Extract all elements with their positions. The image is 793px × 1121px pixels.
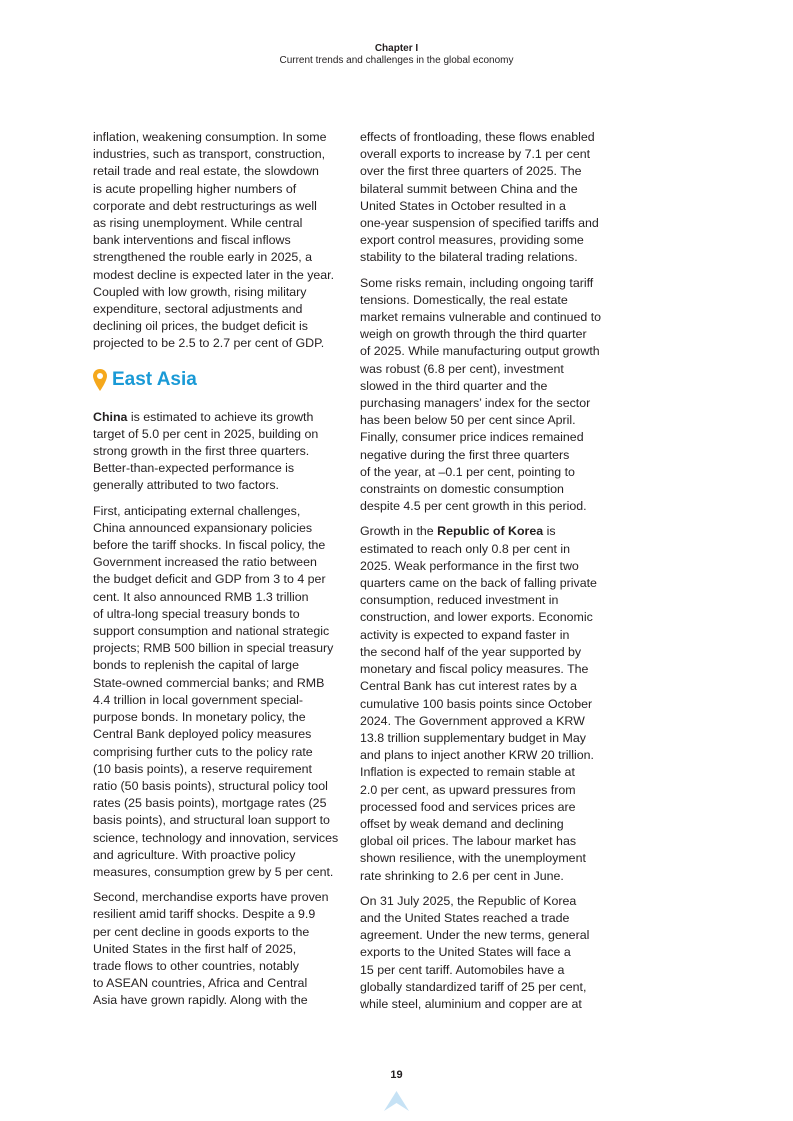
text-line: Some risks remain, including ongoing tariff [360,275,594,290]
right-column [360,129,615,1021]
text-line: shown resilience, with the unemployment [360,851,586,866]
text-line: tensions. Domestically, the real estate [360,292,568,307]
text-line: inflation, weakening consumption. In some [93,130,327,144]
paragraph [360,523,615,884]
paragraph [360,275,615,516]
text-line: strong growth in the first three quarters. [93,444,310,459]
paragraph [360,129,615,267]
back-to-top-arrow-icon[interactable] [384,1089,409,1111]
text-line: Coupled with low growth, rising military [93,284,307,299]
text-line: China announced expansionary policies [93,520,313,535]
text-line: export control measures, providing some [360,233,584,248]
text-line: 2.0 per cent, as upward pressures from [360,782,576,797]
section-heading [93,365,348,395]
text-line: before the tariff shocks. In fiscal policy, the [93,538,326,553]
text-line [93,409,348,426]
text-line: bonds to replenish the capital of large [93,658,299,673]
text-line: basis points), and structural loan support to [93,813,330,828]
text-line: global oil prices. The labour market has [360,834,577,849]
text-line: stability to the bilateral trading relations. [360,250,578,265]
text-line: United States in the first half of 2025, [93,941,297,956]
text-line: corporate and debt restructurings as well [93,198,317,213]
text-line: ratio (50 basis points), structural policy tool [93,778,328,793]
text-line: one-year suspension of specified tariffs and [360,216,599,231]
text-line: modest decline is expected later in the year. [93,267,335,282]
chapter-subtitle: Current trends and challenges in the global economy [279,55,514,66]
text-line: comprising further cuts to the policy rate [93,744,313,759]
paragraph [93,889,348,1009]
text-line: weigh on growth through the third quarter [360,327,587,342]
text-line: negative during the first three quarters [360,447,570,462]
text-line: Second, merchandise exports have proven [93,890,329,905]
text-line: On 31 July 2025, the Republic of Korea [360,893,577,908]
text-line: the budget deficit and GDP from 3 to 4 per [93,572,326,587]
text-line: 4.4 trillion in local government special- [93,692,304,707]
text-line: of 2025. While manufacturing output growth [360,344,600,359]
text-line: cent. It also announced RMB 1.3 trillion [93,589,309,604]
text-line: projects; RMB 500 billion in special treasury [93,641,334,656]
page-number: 19 [390,1069,403,1081]
bold-term: Republic of Korea [437,524,544,539]
text-line: Finally, consumer price indices remained [360,430,584,445]
text-line: strengthened the rouble early in 2025, a [93,250,313,265]
text-line: rate shrinking to 2.6 per cent in June. [360,868,564,883]
text-line: effects of frontloading, these flows enabled [360,130,595,144]
text-line: market remains vulnerable and continued to [360,310,602,325]
text-line [360,523,615,540]
bold-term: China [93,409,128,424]
text-line: resilient amid tariff shocks. Despite a 9.9 [93,907,316,922]
text-line: constraints on domestic consumption [360,482,564,497]
text-line: trade flows to other countries, notably [93,958,299,973]
text-line: as rising unemployment. While central [93,216,303,231]
text-line: 13.8 trillion supplementary budget in May [360,730,586,745]
text-line: consumption, reduced investment in [360,593,559,608]
text-line: despite 4.5 per cent growth in this period. [360,499,587,514]
text-line: and plans to inject another KRW 20 trillion. [360,748,594,763]
text-line: activity is expected to expand faster in [360,627,570,642]
text-line: industries, such as transport, construction, [93,147,326,162]
text-line: monetary and fiscal policy measures. The [360,662,589,677]
text-line: Government increased the ratio between [93,555,317,570]
text-line: 2024. The Government approved a KRW [360,713,585,728]
text-line: expenditure, sectoral adjustments and [93,302,303,317]
text-line: measures, consumption grew by 5 per cent. [93,864,334,879]
text-line: is acute propelling higher numbers of [93,181,297,196]
text-line: generally attributed to two factors. [93,478,279,493]
text-line: over the first three quarters of 2025. The [360,164,582,179]
text-line: support consumption and national strategic [93,624,330,639]
text-line: purchasing managers’ index for the sector [360,396,591,411]
text-segment: is [543,524,556,539]
text-segment: is estimated to achieve its growth [127,409,314,424]
text-line: rates (25 basis points), mortgage rates (25 [93,796,327,811]
text-line: and agriculture. With proactive policy [93,847,296,862]
text-line: while steel, aluminium and copper are at [360,996,582,1011]
text-line: United States in October resulted in a [360,198,566,213]
text-line: Central Bank deployed policy measures [93,727,312,742]
location-pin-icon [93,369,107,391]
text-line: to ASEAN countries, Africa and Central [93,976,308,991]
text-line: retail trade and real estate, the slowdown [93,164,319,179]
paragraph [93,129,348,353]
chapter-label: Chapter I [374,43,419,54]
text-line: offset by weak demand and declining [360,816,564,831]
text-line: purpose bonds. In monetary policy, the [93,710,306,725]
text-line: has been below 50 per cent since April. [360,413,576,428]
text-line: State-owned commercial banks; and RMB [93,675,325,690]
text-line: overall exports to increase by 7.1 per cent [360,147,591,162]
text-line: Inflation is expected to remain stable at [360,765,575,780]
text-line: exports to the United States will face a [360,945,571,960]
text-line: bilateral summit between China and the [360,181,578,196]
paragraph [360,893,615,1013]
paragraph [93,503,348,881]
text-line: globally standardized tariff of 25 per cent, [360,979,587,994]
paragraph [93,409,348,495]
text-line: agreement. Under the new terms, general [360,928,590,943]
text-line: Central Bank has cut interest rates by a [360,679,577,694]
text-line: 2025. Weak performance in the first two [360,558,579,573]
running-header [0,43,793,67]
text-line: declining oil prices, the budget deficit is [93,319,308,334]
text-line: science, technology and innovation, services [93,830,339,845]
text-line: estimated to reach only 0.8 per cent in [360,541,571,556]
text-line: construction, and lower exports. Economic [360,610,593,625]
text-line: quarters came on the back of falling private [360,576,597,591]
text-segment: Growth in the [360,524,438,539]
text-line: was robust (6.8 per cent), investment [360,361,564,376]
text-line: Asia have grown rapidly. Along with the [93,993,308,1008]
text-line: (10 basis points), a reserve requirement [93,761,313,776]
left-column [93,129,348,1018]
text-line: of ultra-long special treasury bonds to [93,606,300,621]
text-line: cumulative 100 basis points since October [360,696,593,711]
text-line: First, anticipating external challenges, [93,503,301,518]
text-line: and the United States reached a trade [360,910,570,925]
text-line: target of 5.0 per cent in 2025, building on [93,426,319,441]
text-line: bank interventions and fiscal inflows [93,233,291,248]
section-title: East Asia [112,369,197,391]
text-line: processed food and services prices are [360,799,576,814]
text-line: the second half of the year supported by [360,644,582,659]
text-line: per cent decline in goods exports to the [93,924,310,939]
text-line: of the year, at –0.1 per cent, pointing to [360,464,575,479]
text-line: Better-than-expected performance is [93,461,295,476]
text-line: 15 per cent tariff. Automobiles have a [360,962,565,977]
text-line: slowed in the third quarter and the [360,378,548,393]
text-line: projected to be 2.5 to 2.7 per cent of GDP. [93,336,325,351]
